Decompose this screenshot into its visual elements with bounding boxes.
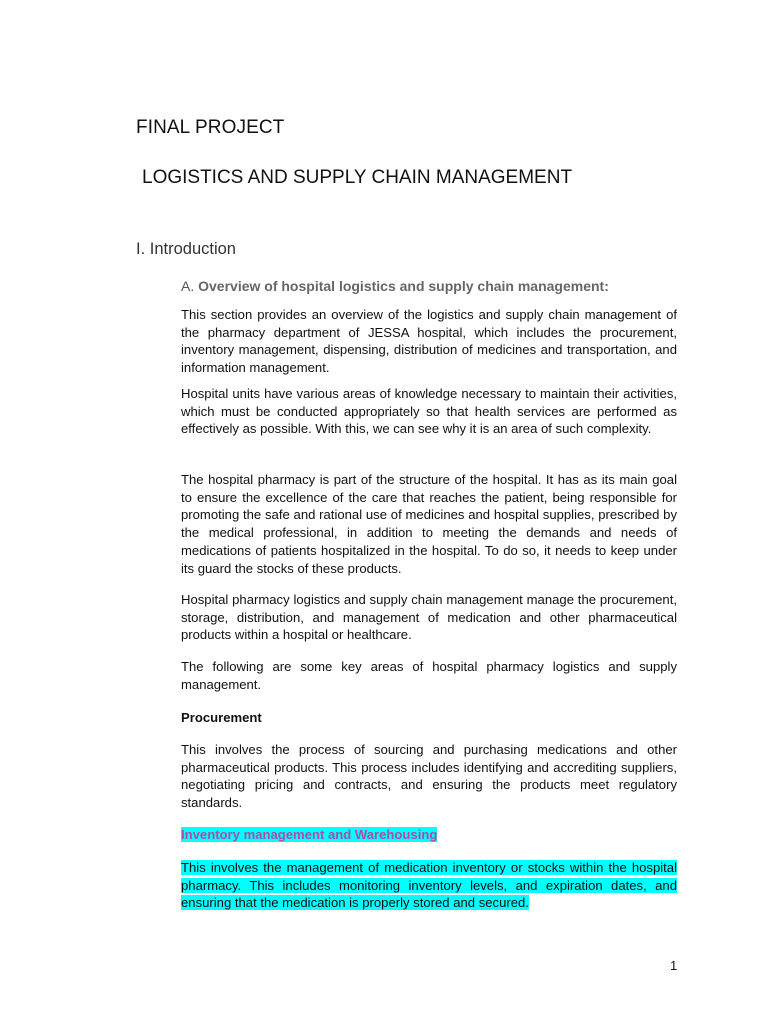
document-subtitle: LOGISTICS AND SUPPLY CHAIN MANAGEMENT (142, 167, 573, 188)
paragraph-5 (181, 658, 677, 693)
procurement-paragraph-block (181, 741, 677, 812)
paragraph-1 (181, 306, 677, 377)
subsection-title: Overview of hospital logistics and supply chain management: (198, 278, 609, 294)
paragraph-4 (181, 591, 677, 644)
body-paragraph: This section provides an overview of the logistics and supply chain management of the pharmacy department of JESSA hospital, which includes the procurement, inventory management, dispensing, distribution of medicines and transportation, and information management. (181, 307, 677, 376)
body-paragraph: The following are some key areas of hospital pharmacy logistics and supply management. (181, 659, 677, 692)
page-number: 1 (670, 958, 678, 973)
procurement-heading: Procurement (181, 710, 262, 725)
inventory-paragraph-block (181, 859, 677, 912)
procurement-paragraph: This involves the process of sourcing and purchasing medications and other pharmaceutical products. This process includes identifying and accrediting suppliers, negotiating pricing and contracts, and ensuring the products meet regulatory standards. (181, 742, 677, 811)
subsection-heading (181, 278, 609, 294)
inventory-heading-block (181, 826, 677, 844)
paragraph-2 (181, 385, 677, 438)
document-title: FINAL PROJECT (136, 117, 285, 138)
body-paragraph: The hospital pharmacy is part of the structure of the hospital. It has as its main goal to ensure the excellence of the care that reaches the patient, being responsible for promoting the safe and rational use of medicines and hospital supplies, prescribed by the medical professional, in addition to meeting the demands and needs of medications of patients hospitalized in the hospital. To do so, it needs to keep under its guard the stocks of these products. (181, 472, 677, 576)
paragraph-3 (181, 471, 677, 577)
section-heading: I. Introduction (136, 240, 236, 258)
inventory-heading: Inventory management and Warehousing (181, 827, 438, 842)
body-paragraph: Hospital pharmacy logistics and supply chain management manage the procurement, storage, distribution, and management of medication and other pharmaceutical products within a hospital or healthcare. (181, 592, 677, 643)
body-paragraph: Hospital units have various areas of knowledge necessary to maintain their activities, which must be conducted appropriately so that health services are performed as effectively as possible. With this, we can see why it is an area of such complexity. (181, 386, 677, 437)
subsection-label: A. (181, 278, 195, 294)
procurement-heading-block (181, 709, 677, 727)
inventory-paragraph: This involves the management of medication inventory or stocks within the hospital pharmacy. This includes monitoring inventory levels, and expiration dates, and ensuring that the medication is properly stored and secured. (181, 860, 677, 911)
